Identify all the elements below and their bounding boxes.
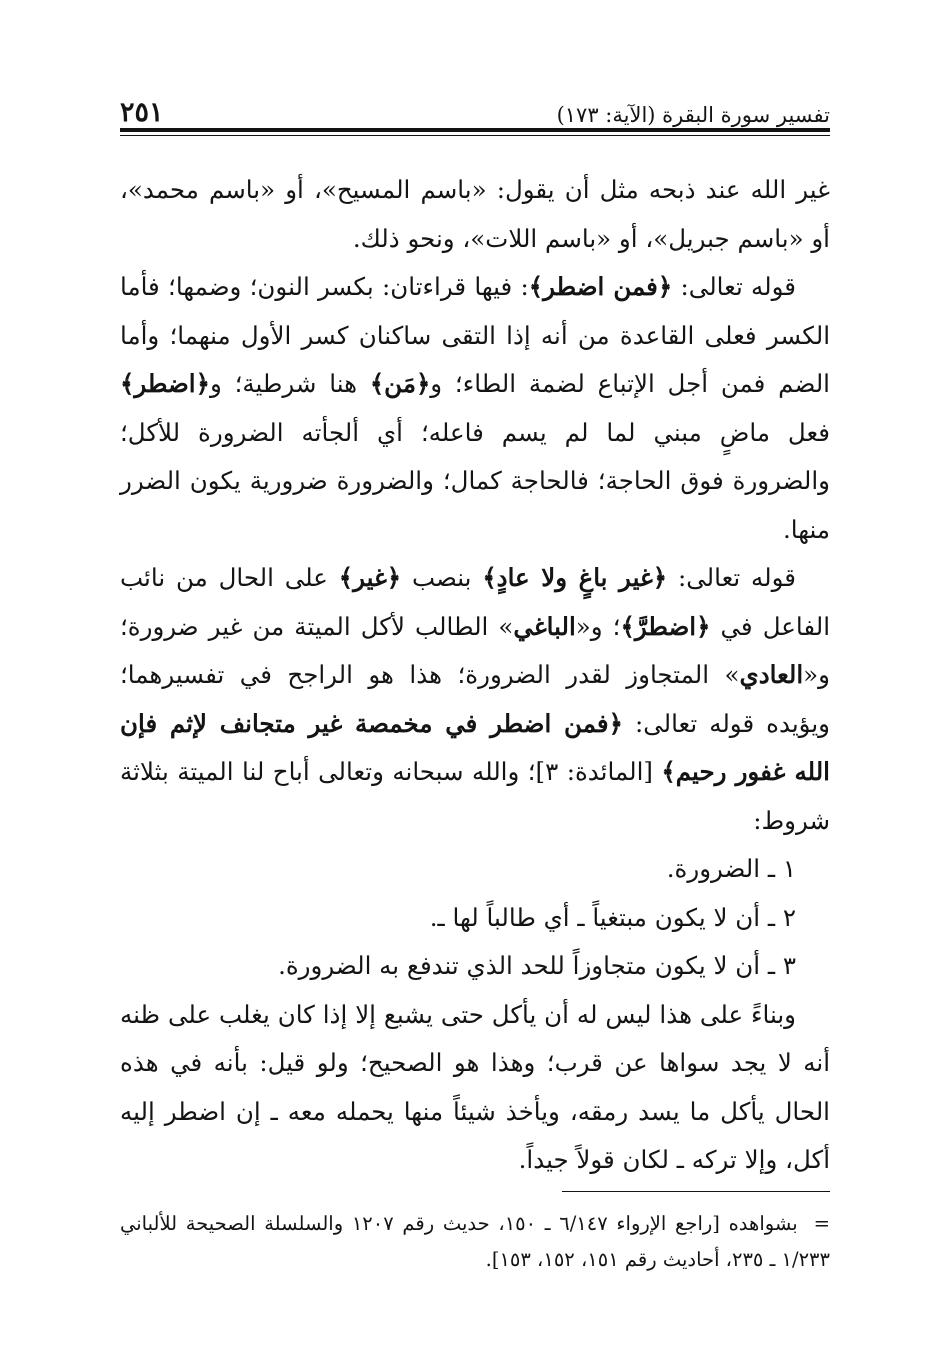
paragraph-2 xyxy=(120,263,830,554)
p3-text-5: » الطالب لأكل الميتة من غير ضرورة؛ و« xyxy=(120,611,830,689)
paragraph-1-text: غير الله عند ذبحه مثل أن يقول: «باسم المسيح»، أو «باسم محمد»، أو «باسم جبريل»، أو «باسم اللات»، ونحو ذلك. xyxy=(120,175,830,253)
p3-quran-4: ﴿فمن اضطر في مخمصة غير متجانف لإثم فإن الله غفور رحيم﴾ xyxy=(120,708,830,786)
p2-text-4: فعل ماضٍ مبني لما لم يسم فاعله؛ أي ألجأته الضرورة للأكل؛ والضرورة فوق الحاجة؛ فالحاجة كمال؛ والضرورة ضرورية يكون الضرر منها. xyxy=(120,417,830,544)
running-title: تفسير سورة البقرة (الآية: ١٧٣) xyxy=(556,103,830,127)
p3-term-adi: العادي xyxy=(739,660,804,689)
conditions-list xyxy=(120,845,830,991)
header-rule-thick xyxy=(120,128,830,132)
p3-text-3: على الحال من نائب الفاعل في xyxy=(120,563,830,641)
p2-text-2: : فيها قراءتان: بكسر النون؛ وضمها؛ فأما الكسر فعلى القاعدة من أنه إذا التقى ساكنان كسر الأول منهما؛ وأما الضم فمن أجل الإتباع لضمة الطاء؛ و xyxy=(120,272,830,398)
paragraph-4 xyxy=(120,991,830,1185)
condition-item: ٢ ـ أن لا يكون مبتغياً ـ أي طالباً لها ـ. xyxy=(429,902,796,932)
header-rule-thin xyxy=(120,135,830,136)
p3-quran-1: ﴿غير باغٍ ولا عادٍ﴾ xyxy=(482,563,668,592)
p3-text-6: » المتجاوز لقدر الضرورة؛ هذا هو الراجح في تفسيرهما؛ ويؤيده قوله تعالى: xyxy=(120,660,830,738)
p3-quran-3: ﴿اضطرَّ﴾ xyxy=(620,611,711,641)
paragraph-3 xyxy=(120,554,830,845)
paragraph-1 xyxy=(120,166,830,263)
p2-quran-1: ﴿فمن اضطر﴾ xyxy=(528,272,673,301)
p3-text-4: ؛ و« xyxy=(575,611,621,641)
p2-text-1: قوله تعالى: xyxy=(672,272,796,301)
footnote xyxy=(120,1206,830,1278)
p3-term-baghi: الباغي xyxy=(513,611,576,641)
p2-text-3: هنا شرطية؛ و xyxy=(209,369,370,398)
page-number: ٢٥١ xyxy=(120,97,164,128)
paragraph-4-text: وبناءً على هذا ليس له أن يأكل حتى يشبع إلا إذا كان يغلب على ظنه أنه لا يجد سواها عن قرب؛ وهذا هو الصحيح؛ ولو قيل: بأنه في هذه الحال يأكل ما يسد رمقه، ويأخذ شيئاً منها يحمله معه ـ إن اضطر إليه أكل، وإلا تركه ـ لكان قولاً جيداً. xyxy=(120,999,830,1174)
p3-text-2: بنصب xyxy=(401,563,483,592)
page-header xyxy=(120,86,830,126)
page-body xyxy=(120,166,830,1185)
footnote-text: بشواهده [راجع الإرواء ٦/١٤٧ ـ ١٥٠، حديث رقم ١٢٠٧ والسلسلة الصحيحة للألباني ١/٢٣٣ ـ ٢٣٥، أحاديث رقم ١٥١، ١٥٢، ١٥٣]. xyxy=(120,1212,830,1271)
condition-item: ٣ ـ أن لا يكون متجاوزاً للحد الذي تندفع به الضرورة. xyxy=(278,951,796,980)
condition-item: ١ ـ الضرورة. xyxy=(666,854,796,883)
p2-quran-3: ﴿اضطر﴾ xyxy=(120,369,210,398)
footnote-separator xyxy=(562,1191,830,1192)
p3-text-7: [المائدة: ٣]؛ والله سبحانه وتعالى أباح لنا الميتة بثلاثة شروط: xyxy=(120,757,830,835)
p2-quran-2: ﴿مَن﴾ xyxy=(369,369,431,398)
footnote-continuation-marker: = xyxy=(813,1212,830,1235)
p3-quran-2: ﴿غير﴾ xyxy=(338,563,402,592)
p3-text-1: قوله تعالى: xyxy=(667,563,796,592)
